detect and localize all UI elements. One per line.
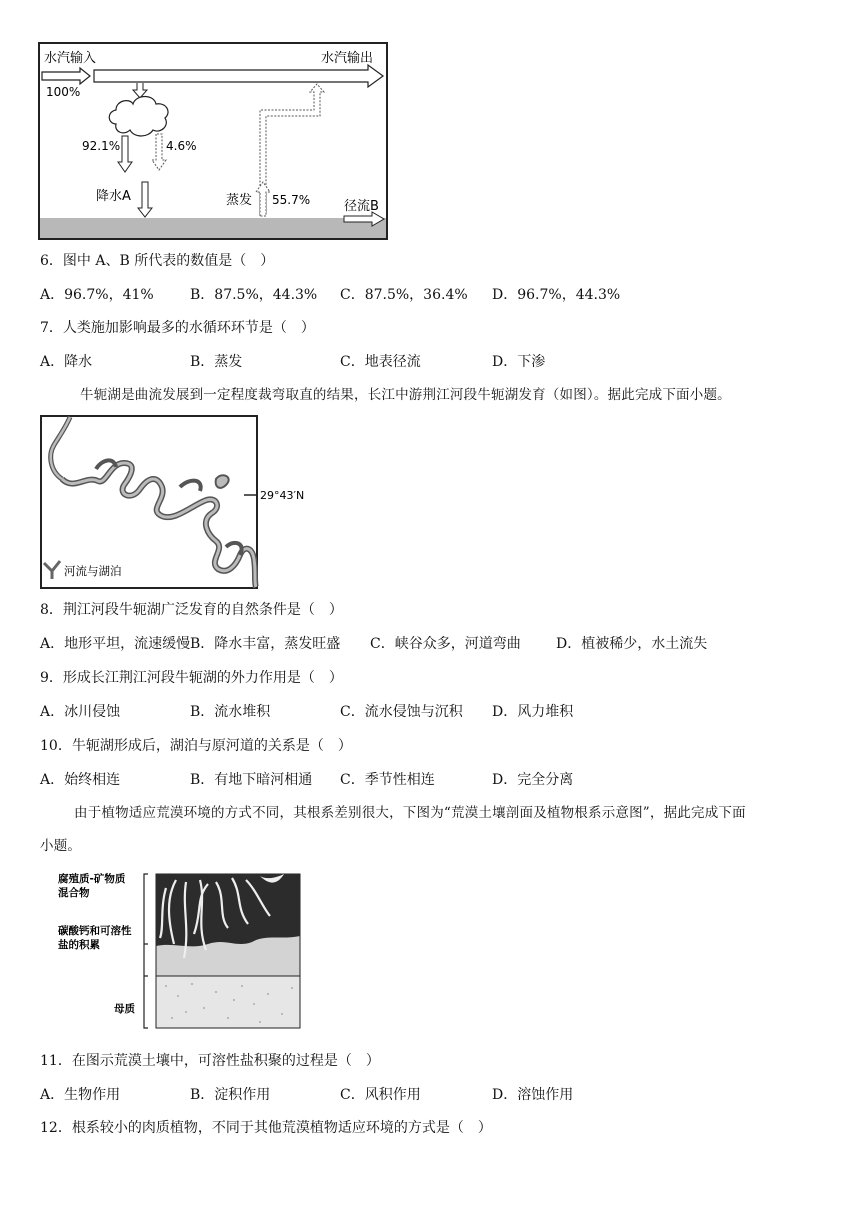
passage-oxbow: 牛轭湖是曲流发展到一定程度裁弯取直的结果，长江中游荆江河段牛轭湖发育（如图）。据此完成下面小题。 — [80, 387, 731, 403]
q6-option-d[interactable]: D．96.7%，44.3% — [492, 287, 621, 303]
layer1-label-line2: 混合物 — [58, 887, 90, 899]
q12-stem: 12．根系较小的肉质植物，不同于其他荒漠植物适应环境的方式是（ ） — [40, 1120, 492, 1136]
q9-option-d[interactable]: D．风力堆积 — [492, 704, 574, 720]
q11-option-c[interactable]: C．风积作用 — [340, 1087, 421, 1103]
layer-parent — [156, 976, 300, 1028]
q11-option-b[interactable]: B．淀积作用 — [190, 1087, 271, 1103]
q6-option-a[interactable]: A．96.7%，41% — [40, 287, 154, 303]
q10-option-a[interactable]: A．始终相连 — [40, 772, 121, 788]
q9-option-b[interactable]: B．流水堆积 — [190, 704, 271, 720]
ground-band — [40, 218, 386, 238]
soil-profile — [56, 868, 306, 1034]
latitude-label: 29°43′N — [260, 489, 305, 502]
q6-option-c[interactable]: C．87.5%，36.4% — [340, 287, 468, 303]
map-frame — [41, 416, 257, 588]
oxbow-map — [40, 415, 310, 589]
passage-desert-line2: 小题。 — [40, 838, 82, 854]
layer-bracket — [144, 874, 148, 1028]
q9-option-a[interactable]: A．冰川侵蚀 — [40, 704, 121, 720]
label-evap: 蒸发 — [226, 193, 253, 208]
q10-stem: 10．牛轭湖形成后，湖泊与原河道的关系是（ ） — [40, 738, 352, 754]
q7-option-a[interactable]: A．降水 — [40, 354, 93, 370]
q8-option-d[interactable]: D．植被稀少，水土流失 — [556, 636, 708, 652]
q10-option-d[interactable]: D．完全分离 — [492, 772, 574, 788]
layer2-label-line1: 碳酸钙和可溶性 — [58, 925, 132, 937]
water-cycle-figure — [38, 42, 388, 240]
q8-stem: 8．荆江河段牛轭湖广泛发育的自然条件是（ ） — [40, 602, 343, 618]
label-100: 100% — [46, 85, 81, 99]
label-921: 92.1% — [82, 139, 121, 153]
q8-option-a[interactable]: A．地形平坦，流速缓慢 — [40, 636, 191, 652]
q6-stem: 6．图中 A、B 所代表的数值是（ ） — [40, 253, 275, 269]
layer1-label-line1: 腐殖质-矿物质 — [58, 873, 126, 885]
q9-stem: 9．形成长江荆江河段牛轭湖的外力作用是（ ） — [40, 670, 343, 686]
q10-option-c[interactable]: C．季节性相连 — [340, 772, 435, 788]
water-cycle-diagram — [38, 42, 388, 240]
label-precip: 降水A — [96, 189, 131, 204]
q11-stem: 11．在图示荒漠土壤中，可溶性盐积聚的过程是（ ） — [40, 1053, 380, 1069]
q9-option-c[interactable]: C．流水侵蚀与沉积 — [340, 704, 463, 720]
q11-option-d[interactable]: D．溶蚀作用 — [492, 1087, 574, 1103]
q7-option-b[interactable]: B．蒸发 — [190, 354, 243, 370]
soil-profile-figure — [56, 868, 306, 1034]
q6-option-b[interactable]: B．87.5%，44.3% — [190, 287, 318, 303]
q8-option-b[interactable]: B．降水丰富，蒸发旺盛 — [190, 636, 341, 652]
layer3-label: 母质 — [114, 1003, 135, 1015]
q10-option-b[interactable]: B．有地下暗河相通 — [190, 772, 313, 788]
layer2-label-line2: 盐的积累 — [58, 939, 100, 951]
label-46: 4.6% — [166, 139, 197, 153]
label-557: 55.7% — [272, 193, 311, 207]
q7-option-c[interactable]: C．地表径流 — [340, 354, 421, 370]
q7-stem: 7．人类施加影响最多的水循环环节是（ ） — [40, 320, 315, 336]
q7-option-d[interactable]: D．下渗 — [492, 354, 546, 370]
oxbow-map-figure — [40, 415, 310, 589]
label-input: 水汽输入 — [44, 51, 97, 66]
passage-desert-line1: 由于植物适应荒漠环境的方式不同，其根系差别很大，下图为“荒漠土壤剖面及植物根系示意图”，据此完成下面 — [74, 805, 746, 821]
label-runoff: 径流B — [344, 199, 379, 214]
q8-option-c[interactable]: C．峡谷众多，河道弯曲 — [370, 636, 521, 652]
label-output: 水汽输出 — [321, 51, 374, 66]
q11-option-a[interactable]: A．生物作用 — [40, 1087, 121, 1103]
legend-label: 河流与湖泊 — [64, 564, 122, 578]
layer-humus — [156, 874, 300, 946]
